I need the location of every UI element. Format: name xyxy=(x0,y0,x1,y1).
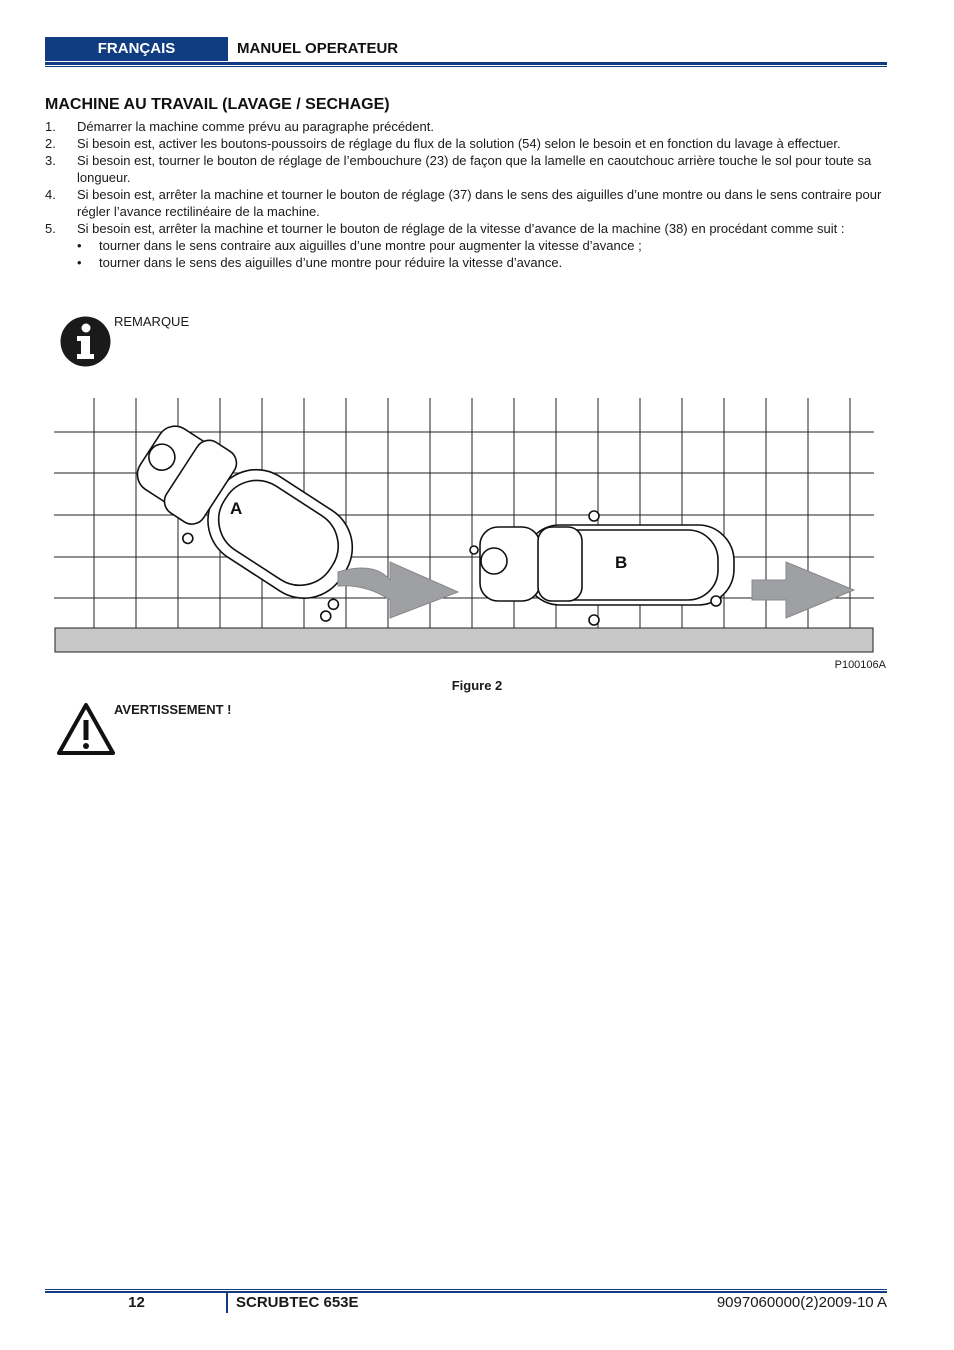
arrow-icon xyxy=(338,562,458,618)
figure-caption: Figure 2 xyxy=(451,678,503,693)
label-b: B xyxy=(615,553,628,572)
footer-separator xyxy=(226,1293,228,1313)
header-rule xyxy=(45,62,887,65)
step-text: Démarrer la machine comme prévu au paragraphe précédent. xyxy=(77,119,434,134)
language-tab: FRANÇAIS xyxy=(45,37,228,61)
document-code: 9097060000(2)2009-10 A xyxy=(716,1294,887,1311)
info-icon xyxy=(60,316,111,372)
step-list xyxy=(45,118,887,271)
scrubber-diagram xyxy=(54,396,876,661)
bullet-dot: • xyxy=(77,255,82,270)
floor-strip xyxy=(55,628,873,652)
step-number: 2. xyxy=(45,136,56,151)
footer-rule-thin xyxy=(45,1289,887,1290)
step-number: 1. xyxy=(45,119,56,134)
machine-b xyxy=(470,511,734,625)
step-text: Si besoin est, arrêter la machine et tourner le bouton de réglage (37) dans le sens des aiguilles d’une montre ou dans le sens contraire pour régler l’avance rectilinéaire de la machine. xyxy=(77,187,882,219)
bullet-text: tourner dans le sens des aiguilles d’une montre pour réduire la vitesse d’avance. xyxy=(99,255,563,270)
label-a: A xyxy=(230,499,243,518)
figure-reference: P100106A xyxy=(834,659,886,671)
section-title: MACHINE AU TRAVAIL (LAVAGE / SECHAGE) xyxy=(45,96,390,113)
warning-label: AVERTISSEMENT ! xyxy=(114,702,232,717)
step-text: Si besoin est, arrêter la machine et tourner le bouton de réglage de la vitesse d’avance de la machine (38) en procédant comme suit : xyxy=(77,221,845,236)
note-label: REMARQUE xyxy=(114,314,190,329)
step-item xyxy=(45,220,887,237)
step-number: 3. xyxy=(45,153,56,168)
page-number: 12 xyxy=(128,1294,145,1311)
step-number: 5. xyxy=(45,221,56,236)
model-name: SCRUBTEC 653E xyxy=(236,1294,359,1311)
arrow-icon xyxy=(752,562,854,618)
bullet-item xyxy=(77,237,887,254)
footer-rule xyxy=(45,1291,887,1293)
step-text: Si besoin est, activer les boutons-poussoirs de réglage du flux de la solution (54) selon le besoin et en fonction du lavage à effectuer. xyxy=(77,136,841,151)
step-item xyxy=(45,135,887,152)
warning-triangle-icon xyxy=(57,702,115,761)
bullet-text: tourner dans le sens contraire aux aiguilles d’une montre pour augmenter la vitesse d’avance ; xyxy=(99,238,642,253)
step-number: 4. xyxy=(45,187,56,202)
step-text: Si besoin est, tourner le bouton de réglage de l’embouchure (23) de façon que la lamelle en caoutchouc arrière touche le sol pour toute sa longueur. xyxy=(77,153,872,185)
header-rule-thin xyxy=(45,66,887,67)
step-item xyxy=(45,118,887,135)
step-item xyxy=(45,152,887,186)
bullet-dot: • xyxy=(77,238,82,253)
step-item xyxy=(45,186,887,220)
manual-title: MANUEL OPERATEUR xyxy=(237,40,399,57)
bullet-item xyxy=(77,254,887,271)
